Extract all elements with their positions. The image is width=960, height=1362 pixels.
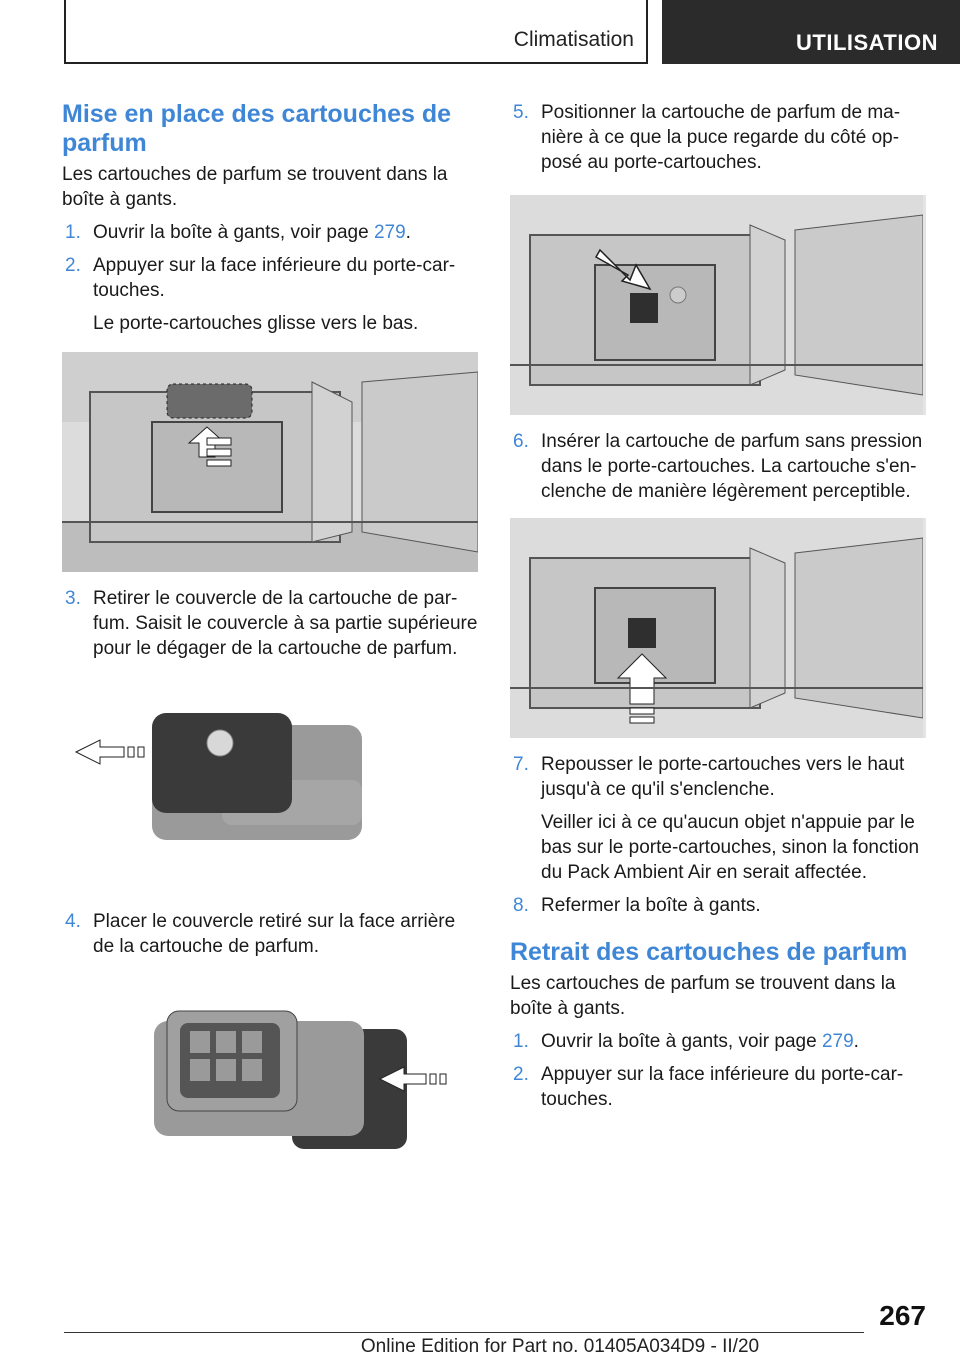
step-5 — [510, 100, 926, 175]
header-section-title: Climatisation — [513, 28, 634, 51]
step-7-note: Veiller ici à ce qu'aucun objet n'appuie par le bas sur le porte-cartouches, sinon la fonction du Pack Ambient Air en serait affectée. — [541, 812, 920, 883]
lid-on-back-figure — [62, 981, 478, 1181]
step-text: Ouvrir la boîte à gants, voir page — [93, 222, 374, 243]
cartridge-position-figure — [510, 195, 926, 415]
step-2-note: Le porte-cartouches glisse vers le bas. — [93, 313, 419, 334]
step-number: 4. — [65, 911, 81, 932]
step-text: Placer le couvercle retiré sur la face arrière de la cartouche de parfum. — [93, 911, 456, 957]
right-column — [510, 100, 926, 1112]
step-text: Positionner la cartouche de parfum de ma-nière à ce que la puce regarde du côté op-posé au porte-cartouches. — [541, 102, 901, 173]
step-number: 5. — [513, 102, 529, 123]
step-number: 6. — [513, 431, 529, 452]
step-text: Insérer la cartouche de parfum sans pression dans le porte-cartouches. La cartouche s'en-clenche de manière légèrement perceptible. — [541, 431, 923, 502]
step-8 — [510, 893, 926, 918]
step-4 — [62, 909, 478, 959]
step-text-tail: . — [853, 1031, 859, 1052]
header-section-box — [64, 0, 648, 64]
step-text: Retirer le couvercle de la cartouche de par-fum. Saisit le couvercle à sa partie supérieure pour le dégager de la cartouche de parfum. — [93, 588, 478, 659]
step-text-tail: . — [405, 222, 411, 243]
step-text: Ouvrir la boîte à gants, voir page — [541, 1031, 822, 1052]
glovebox-press-figure — [62, 352, 478, 572]
cartridge-lid-removal-figure — [62, 685, 478, 885]
page-link[interactable]: 279 — [821, 1031, 854, 1052]
step-2 — [62, 253, 478, 303]
step-text: Appuyer sur la face inférieure du porte-car-touches. — [541, 1064, 904, 1110]
removal-step-2 — [510, 1062, 926, 1112]
step-number: 3. — [65, 588, 81, 609]
header-chapter-tab: UTILISATION — [662, 0, 960, 64]
page-header — [0, 0, 960, 66]
removal-step-1 — [510, 1029, 926, 1054]
intro-text: Les cartouches de parfum se trouvent dans la boîte à gants. — [62, 164, 448, 210]
step-1 — [62, 220, 478, 245]
step-3 — [62, 586, 478, 661]
step-number: 2. — [513, 1064, 529, 1085]
cartridge-insert-figure — [510, 518, 926, 738]
step-7 — [510, 752, 926, 802]
step-6 — [510, 429, 926, 504]
footer-divider — [64, 1332, 864, 1333]
step-number: 1. — [65, 222, 81, 243]
step-text: Refermer la boîte à gants. — [541, 895, 761, 916]
step-number: 2. — [65, 255, 81, 276]
page-number: 267 — [879, 1300, 926, 1331]
intro-text-2: Les cartouches de parfum se trouvent dans la boîte à gants. — [510, 973, 896, 1019]
left-column — [62, 100, 478, 1181]
page-link[interactable]: 279 — [373, 222, 406, 243]
section-heading: Mise en place des cartouches de parfum — [62, 100, 452, 157]
step-number: 7. — [513, 754, 529, 775]
step-text: Appuyer sur la face inférieure du porte-car-touches. — [93, 255, 456, 301]
step-number: 1. — [513, 1031, 529, 1052]
section-heading-2: Retrait des cartouches de parfum — [510, 938, 908, 966]
step-text: Repousser le porte-cartouches vers le haut jusqu'à ce qu'il s'enclenche. — [541, 754, 905, 800]
edition-footer: Online Edition for Part no. 01405A034D9 - II/20 — [360, 1336, 760, 1357]
step-number: 8. — [513, 895, 529, 916]
